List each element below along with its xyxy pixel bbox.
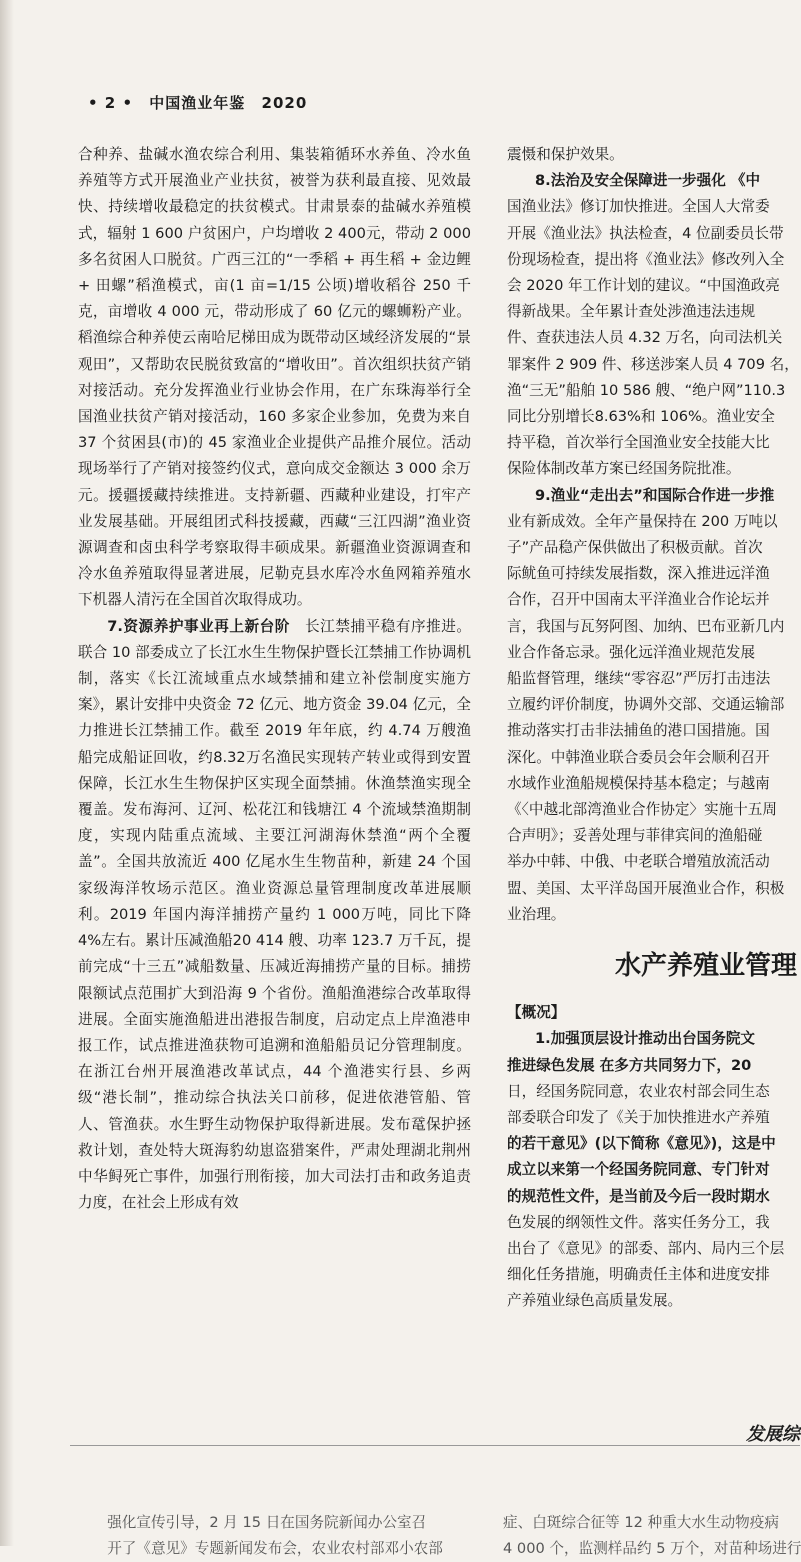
next-page-left-line-2: 开了《意见》专题新闻发布会，农业农村部邓小农部 (107, 1540, 443, 1557)
page-edge-shadow (0, 0, 14, 1546)
section-title: 水产养殖业管理 (615, 951, 798, 982)
right-upper-line: 业合作备忘录。强化远洋渔业规范发展 (507, 643, 756, 661)
next-page-right-line: 症、白斑综合征等 12 种重大水生动物疫病 (503, 1514, 779, 1531)
running-header (88, 92, 317, 120)
right-upper-line: 合作，召开中国南太平洋渔业合作论坛并 (507, 591, 770, 609)
paragraph-poverty-alleviation: 合种养、盐碱水渔农综合利用、集装箱循环水养鱼、冷水鱼养殖等方式开展渔业产业扶贫，被誉为获利最直接、见效最快、持续增收最稳定的扶贫模式。甘肃景泰的盐碱水养殖模式，辐射 1 600 户贫困户，户均增收 2 400元，带动 2 000 多名贫困人口脱贫。广西三江的“一季稻 + 再生稻 + 金边鲤 + 田螺”稻渔模式，亩(1 亩=1/15 公顷)增收稻谷 250 千克，亩增收 4 000 元，带动形成了 60 亿元的螺蛳粉产业。稻渔综合种养使云南哈尼梯田成为既带动区域经济发展的“景观田”，又帮助农民脱贫致富的“增收田”。首次组织扶贫产销对接活动。充分发挥渔业行业协会作用，在广东珠海举行全国渔业扶贫产销对接活动，160 多家企业参加，免费为来自 37 个贫困县(市)的 45 家渔业企业提供产品推介展位。活动现场举行了产销对接签约仪式，意向成交金额达 3 000 余万元。援疆援藏持续推进。支持新疆、西藏种业建设，打牢产业发展基础。开展组团式科技援藏，西藏“三江四湖”渔业资源调查和卤虫科学考察取得丰硕成果。新疆渔业资源调查和冷水鱼养殖取得显著进展，尼勒克县水库冷水鱼网箱养殖水下机器人清污在全国首次取得成功。 (78, 146, 471, 609)
right-upper-line: 渔“三无”船舶 10 586 艘、“绝户网”110.3 (507, 381, 786, 399)
page-number: • 2 • (88, 94, 134, 112)
body-resource-conservation: 长江禁捕平稳有序推进。联合 10 部委成立了长江水生生物保护暨长江禁捕工作协调机制，落实《长江流域重点水域禁捕和建立补偿制度实施方案》，累计安排中央资金 72 亿元、地方资金 39.04 亿元，全力推进长江禁捕工作。截至 2019 年年底，约 4.74 万艘渔船完成船证回收，约8.32万名渔民实现转产转业或得到安置保障，长江水生生物保护区实现全面禁捕。休渔禁渔实现全覆盖。发布海河、辽河、松花江和钱塘江 4 个流域禁渔期制度，实现内陆重点流域、主要江河湖海休禁渔“两个全覆盖”。全国共放流近 400 亿尾水生生物苗种，新建 24 个国家级海洋牧场示范区。渔业资源总量管理制度改革进展顺利。2019 年国内海洋捕捞产量约 1 000万吨，同比下降 4%左右。累计压减渔船20 414 艘、功率 123.7 万千瓦，提前完成“十三五”减船数量、压减近海捕捞产量的目标。捕捞限额试点范围扩大到沿海 9 个省份。渔船渔港综合改革取得进展。全面实施渔船进出港报告制度，启动定点上岸渔港申报工作，试点推进渔获物可追溯和渔船船员记分管理制度。在浙江台州开展渔港改革试点，44 个渔港实行县、乡两级“港长制”，推动综合执法关口前移，促进依港管船、管人、管渔获。水生野生动物保护取得新进展。发布鼋保护拯救计划，查处特大斑海豹幼崽盗猎案件，严肃处理湖北荆州中华鲟死亡事件，加强行刑衔接，加大司法打击和政务追责力度，在社会上形成有效 (78, 617, 471, 1212)
right-upper-line: 份现场检查，提出将《渔业法》修改列入全 (507, 250, 785, 268)
next-page-left-line: 强化宣传引导，2 月 15 日在国务院新闻办公室召 (107, 1514, 427, 1531)
right-upper-line: 同比分别增长8.63%和 106%。渔业安全 (507, 408, 775, 426)
right-upper-line: 深化。中韩渔业联合委员会年会顺利召开 (507, 748, 770, 766)
right-upper-line: 得新战果。全年累计查处涉渔违法违规 (507, 303, 756, 321)
left-text-column (78, 142, 471, 1278)
right-upper-line: 件、查获违法人员 4.32 万名，向司法机关 (507, 329, 783, 347)
overview-label: 【概况】 (507, 1004, 566, 1022)
right-upper-line: 罪案件 2 909 件、移送涉案人员 4 709 名， (507, 355, 799, 373)
next-page-left-text (78, 1510, 478, 1562)
right-upper-line: 水域作业渔船规模保持基本稳定；与越南 (507, 774, 770, 792)
book-title: 中国渔业年鉴 (149, 94, 246, 112)
right-upper-line: 船监督管理，继续“零容忍”严厉打击违法 (507, 670, 771, 688)
right-column-lower-text (507, 1026, 800, 1314)
right-upper-line: 保险体制改革方案已经国务院批准。 (507, 460, 741, 478)
right-lower-line: 推进绿色发展 在多方共同努力下，20 (507, 1056, 752, 1074)
next-page-right-line-2: 4 000 个，监测样品约 5 万个，对苗种场进行 (503, 1540, 801, 1557)
right-text-column (507, 142, 800, 1310)
paragraph-resource-conservation (78, 614, 471, 1217)
right-lower-line: 出台了《意见》的部委、部内、局内三个层 (507, 1239, 785, 1257)
right-upper-line: 开展《渔业法》执法检查，4 位副委员长带 (507, 224, 784, 242)
right-lower-line: 色发展的纲领性文件。落实任务分工，我 (507, 1213, 770, 1231)
right-upper-line: 会 2020 年工作计划的建议。“中国渔政亮 (507, 277, 780, 295)
right-upper-line: 《〈中越北部湾渔业合作协定〉实施十五周 (507, 801, 777, 819)
next-page-section-label: 发展综 (746, 1424, 800, 1445)
right-lower-line: 1.加强顶层设计推动出台国务院文 (535, 1030, 756, 1048)
right-lower-line: 日，经国务院同意，农业农村部会同生态 (507, 1082, 770, 1100)
book-year: 2020 (261, 94, 308, 112)
right-lower-line: 部委联合印发了《关于加快推进水产养殖 (507, 1108, 770, 1126)
right-lower-line: 的规范性文件，是当前及今后一段时期水 (507, 1187, 770, 1205)
right-upper-line: 举办中韩、中俄、中老联合增殖放流活动 (507, 853, 770, 871)
right-upper-line: 盟、美国、太平洋岛国开展渔业合作，积极 (507, 879, 785, 897)
right-upper-line: 9.渔业“走出去”和国际合作进一步推 (535, 486, 775, 504)
right-upper-line: 合声明》；妥善处理与菲律宾间的渔船碰 (507, 827, 763, 845)
footer-band (0, 1420, 800, 1446)
right-upper-line: 际鱿鱼可持续发展指数，深入推进远洋渔 (507, 565, 770, 583)
right-upper-line: 业治理。 (507, 905, 566, 923)
right-upper-line: 震慑和保护效果。 (507, 146, 624, 163)
right-upper-line: 言，我国与瓦努阿图、加纳、巴布亚新几内 (507, 617, 785, 635)
heading-resource-conservation: 7.资源养护事业再上新台阶 (107, 617, 290, 635)
right-upper-line: 8.法治及安全保障进一步强化 《中 (535, 172, 761, 190)
footer-rule (70, 1445, 800, 1446)
right-lower-line: 细化任务措施，明确责任主体和进度安排 (507, 1266, 770, 1284)
next-page-right-text (503, 1510, 800, 1562)
right-upper-line: 业有新成效。全年产量保持在 200 万吨以 (507, 512, 778, 530)
right-upper-line: 推动落实打击非法捕鱼的港口国措施。国 (507, 722, 770, 740)
right-lower-line: 产养殖业绿色高质量发展。 (507, 1292, 683, 1310)
right-upper-line: 立履约评价制度，协调外交部、交通运输部 (507, 696, 785, 714)
right-upper-line: 子”产品稳产保供做出了积极贡献。首次 (507, 539, 763, 557)
right-upper-line: 国渔业法》修订加快推进。全国人大常委 (507, 198, 770, 216)
right-lower-line: 成立以来第一个经国务院同意、专门针对 (507, 1161, 770, 1179)
right-column-upper-text (507, 142, 800, 928)
right-lower-line: 的若干意见》(以下简称《意见》)，这是中 (507, 1135, 776, 1153)
right-upper-line: 持平稳，首次举行全国渔业安全技能大比 (507, 434, 770, 452)
